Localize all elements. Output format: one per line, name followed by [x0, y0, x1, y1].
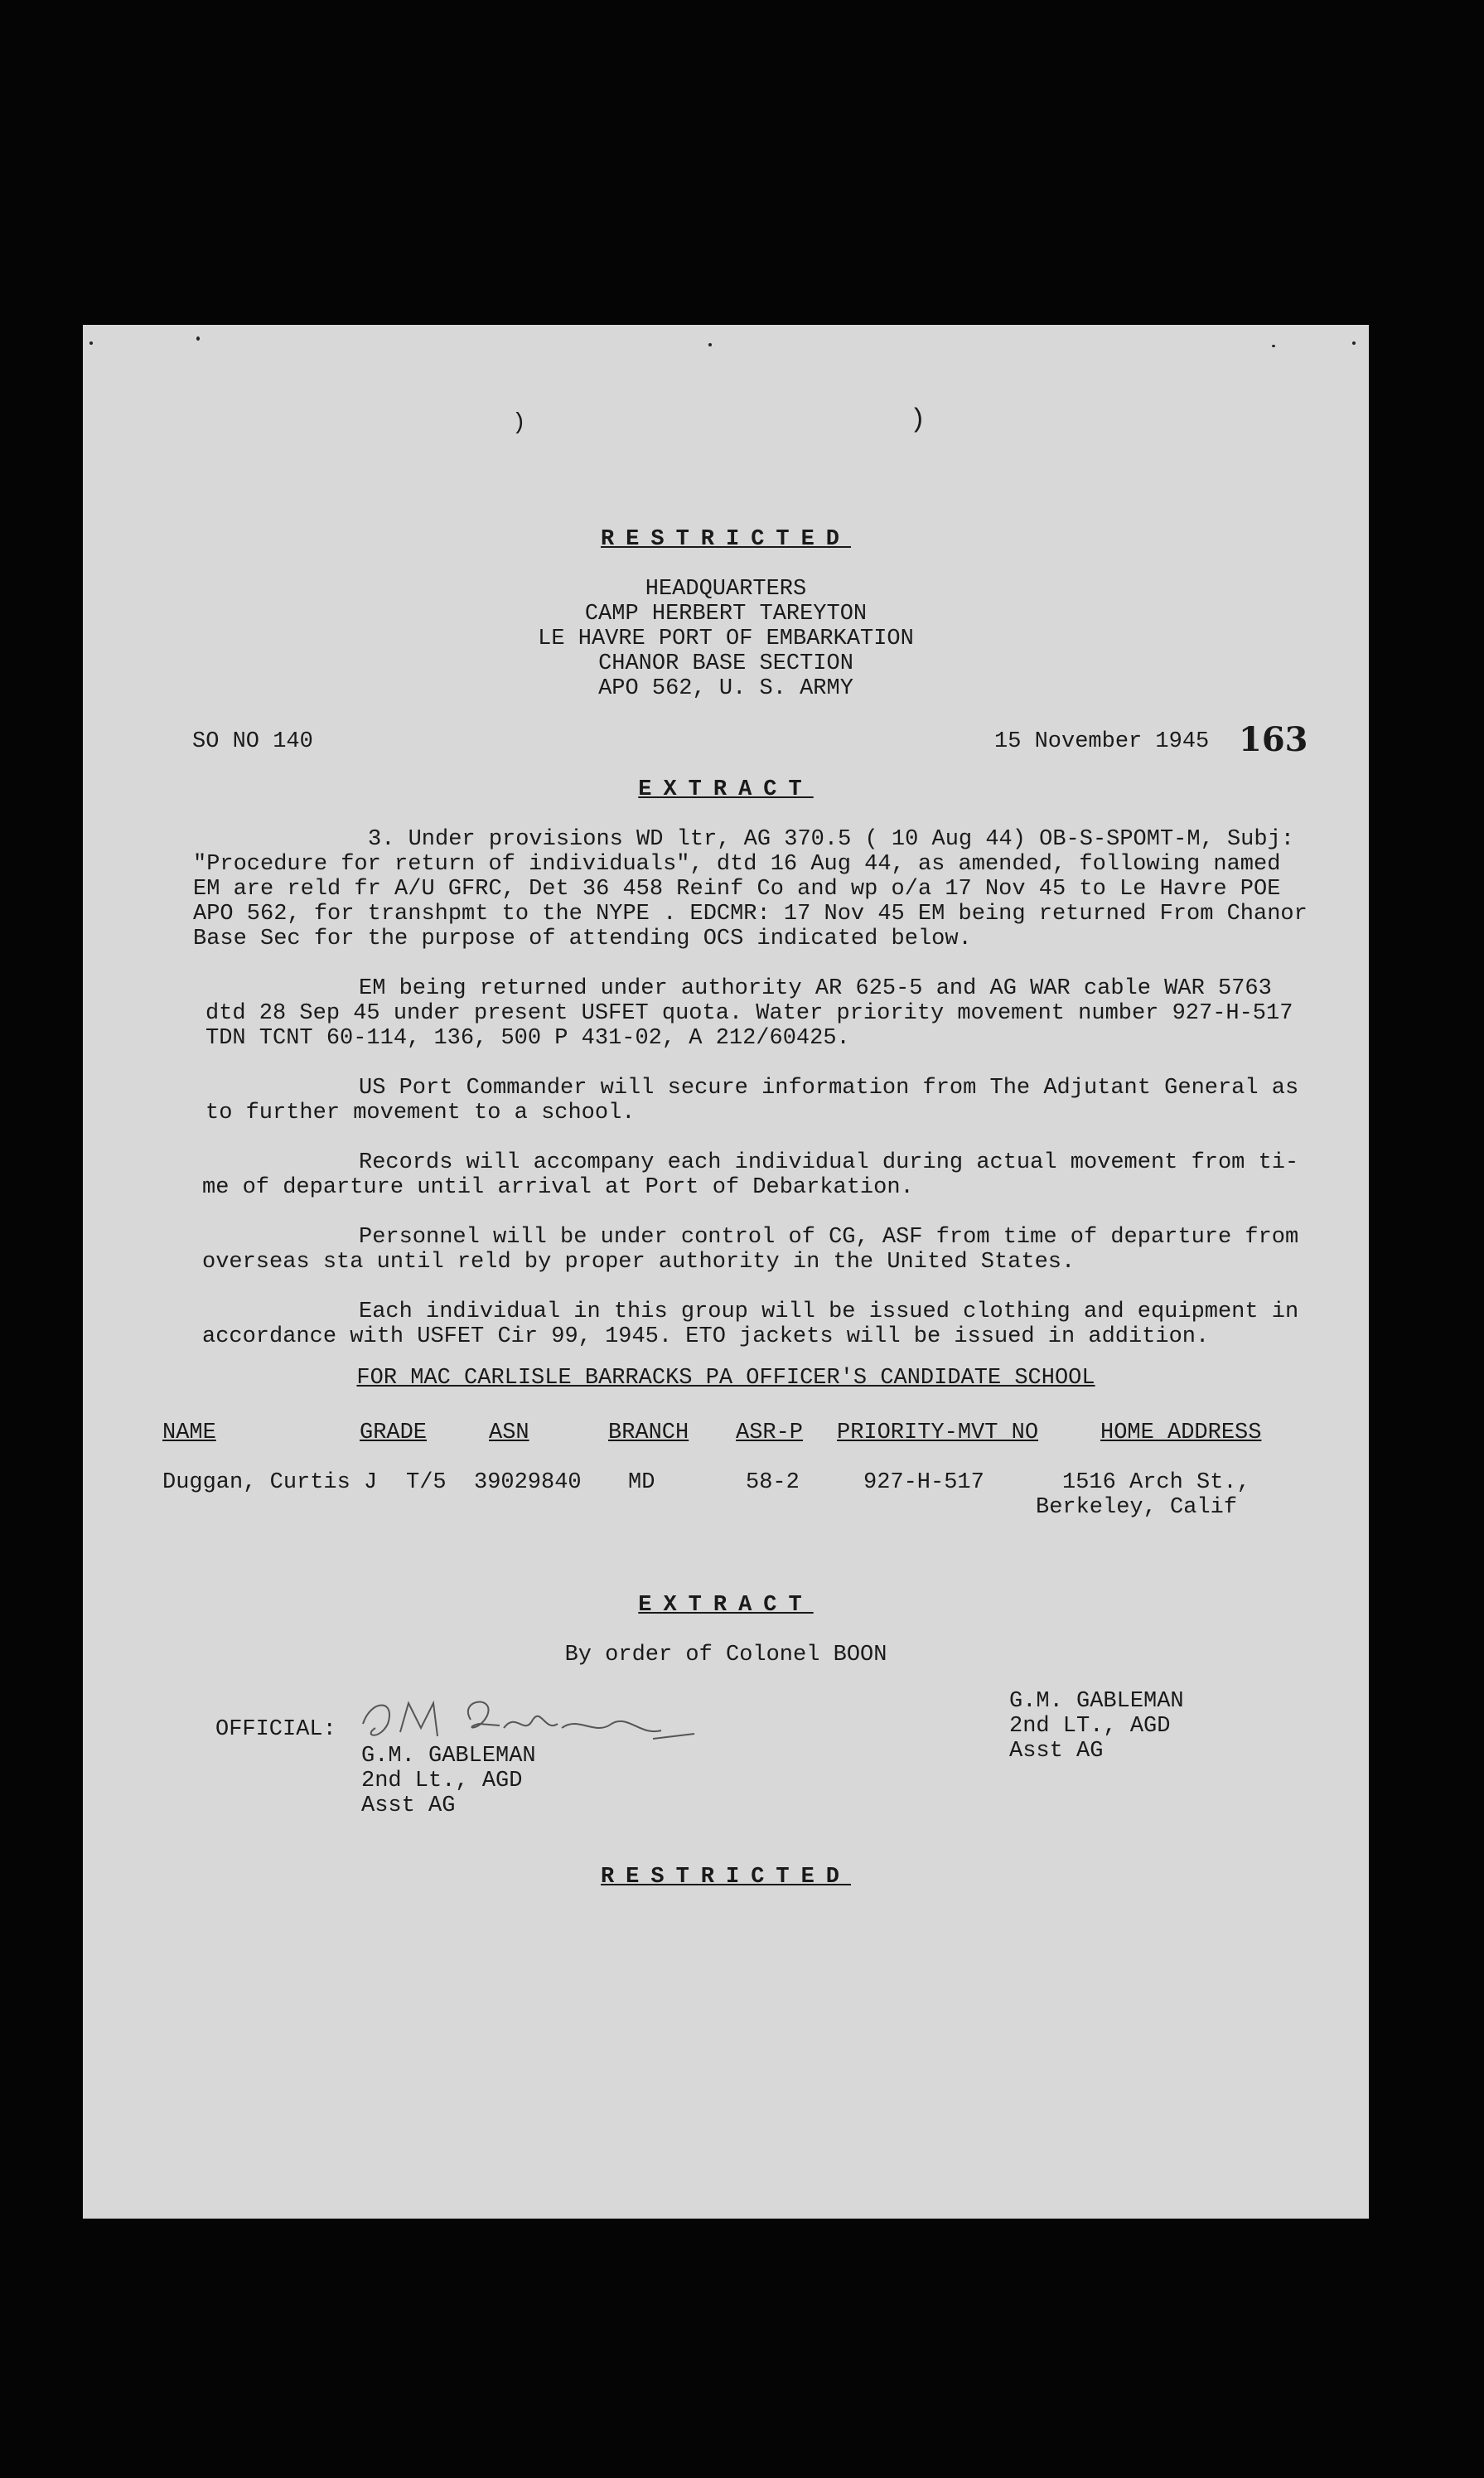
document-page	[83, 325, 1369, 2219]
row-name: Duggan, Curtis J	[162, 1470, 378, 1495]
paragraph-line: me of departure until arrival at Port of Debarkation.	[202, 1175, 914, 1200]
page-stamp-number: 163	[1239, 720, 1308, 759]
paragraph-line: Records will accompany each individual during actual movement from ti-	[359, 1150, 1299, 1175]
paper-speck	[1352, 341, 1356, 345]
table-header-name: NAME	[162, 1420, 216, 1445]
signature-right-name: G.M. GABLEMAN	[1009, 1689, 1184, 1714]
row-asr: 58-2	[746, 1470, 800, 1495]
paragraph-line: EM are reld fr A/U GFRC, Det 36 458 Reinf Co and wp o/a 17 Nov 45 to Le Havre POE	[193, 877, 1281, 902]
paragraph-line: EM being returned under authority AR 625-5 and AG WAR cable WAR 5763	[359, 976, 1272, 1001]
classification-top: RESTRICTED	[600, 527, 852, 552]
hq-line: LE HAVRE PORT OF EMBARKATION	[538, 627, 914, 651]
paragraph-line: to further movement to a school.	[205, 1101, 636, 1125]
paper-speck	[89, 341, 93, 345]
hq-line: CAMP HERBERT TAREYTON	[584, 602, 868, 627]
paragraph-line: overseas sta until reld by proper authority in the United States.	[202, 1250, 1076, 1275]
row-priority: 927-H-517	[863, 1470, 984, 1495]
table-header-asr: ASR-P	[736, 1420, 804, 1445]
paper-speck	[708, 343, 712, 346]
official-label: OFFICIAL:	[215, 1717, 336, 1742]
paragraph-line: APO 562, for transhpmt to the NYPE . EDCMR: 17 Nov 45 EM being returned From Chanor	[193, 902, 1308, 927]
table-header-grade: GRADE	[360, 1420, 428, 1445]
hq-line: APO 562, U. S. ARMY	[598, 676, 853, 701]
row-address-line1: 1516 Arch St.,	[1062, 1470, 1250, 1495]
row-grade: T/5	[406, 1470, 447, 1495]
hq-line: CHANOR BASE SECTION	[598, 651, 853, 676]
paper-speck	[1272, 345, 1275, 347]
table-header-branch: BRANCH	[608, 1420, 689, 1445]
row-asn: 39029840	[474, 1470, 582, 1495]
extract-heading: EXTRACT	[638, 777, 814, 802]
table-header-priority: PRIORITY-MVT NO	[837, 1420, 1039, 1445]
signature-left-title: Asst AG	[361, 1793, 456, 1818]
paragraph-line: 3. Under provisions WD ltr, AG 370.5 ( 10 Aug 44) OB-S-SPOMT-M, Subj:	[368, 827, 1294, 852]
punch-mark: )	[512, 410, 526, 436]
table-header-asn: ASN	[489, 1420, 529, 1445]
paragraph-line: Personnel will be under control of CG, ASF from time of departure from	[359, 1225, 1299, 1250]
table-header-address: HOME ADDRESS	[1100, 1420, 1262, 1445]
paragraph-line: Base Sec for the purpose of attending OCS indicated below.	[193, 927, 972, 951]
order-date: 15 November 1945	[994, 729, 1210, 754]
paragraph-line: "Procedure for return of individuals", dtd 16 Aug 44, as amended, following named	[193, 852, 1281, 877]
paragraph-line: TDN TCNT 60-114, 136, 500 P 431-02, A 212/60425.	[205, 1026, 850, 1051]
paragraph-line: Each individual in this group will be issued clothing and equipment in	[359, 1299, 1299, 1324]
paragraph-line: accordance with USFET Cir 99, 1945. ETO jackets will be issued in addition.	[202, 1324, 1210, 1349]
order-number: SO NO 140	[192, 729, 313, 754]
paragraph-line: dtd 28 Sep 45 under present USFET quota. Water priority movement number 927-H-517	[205, 1001, 1293, 1026]
by-order-line: By order of Colonel BOON	[564, 1643, 887, 1667]
signature-left-name: G.M. GABLEMAN	[361, 1744, 536, 1769]
row-branch: MD	[628, 1470, 655, 1495]
school-heading: FOR MAC CARLISLE BARRACKS PA OFFICER'S CANDIDATE SCHOOL	[356, 1366, 1095, 1391]
classification-bottom: RESTRICTED	[600, 1865, 852, 1890]
punch-mark: )	[910, 404, 926, 435]
signature-right-title: Asst AG	[1009, 1739, 1104, 1764]
paper-speck	[196, 336, 200, 341]
row-address-line2: Berkeley, Calif	[1036, 1495, 1238, 1520]
paragraph-line: US Port Commander will secure information from The Adjutant General as	[359, 1076, 1299, 1101]
signature-left-rank: 2nd Lt., AGD	[361, 1769, 523, 1793]
extract-footer: EXTRACT	[638, 1593, 814, 1618]
hq-line: HEADQUARTERS	[645, 577, 807, 602]
signature-right-rank: 2nd LT., AGD	[1009, 1714, 1171, 1739]
handwritten-signature	[355, 1691, 703, 1749]
